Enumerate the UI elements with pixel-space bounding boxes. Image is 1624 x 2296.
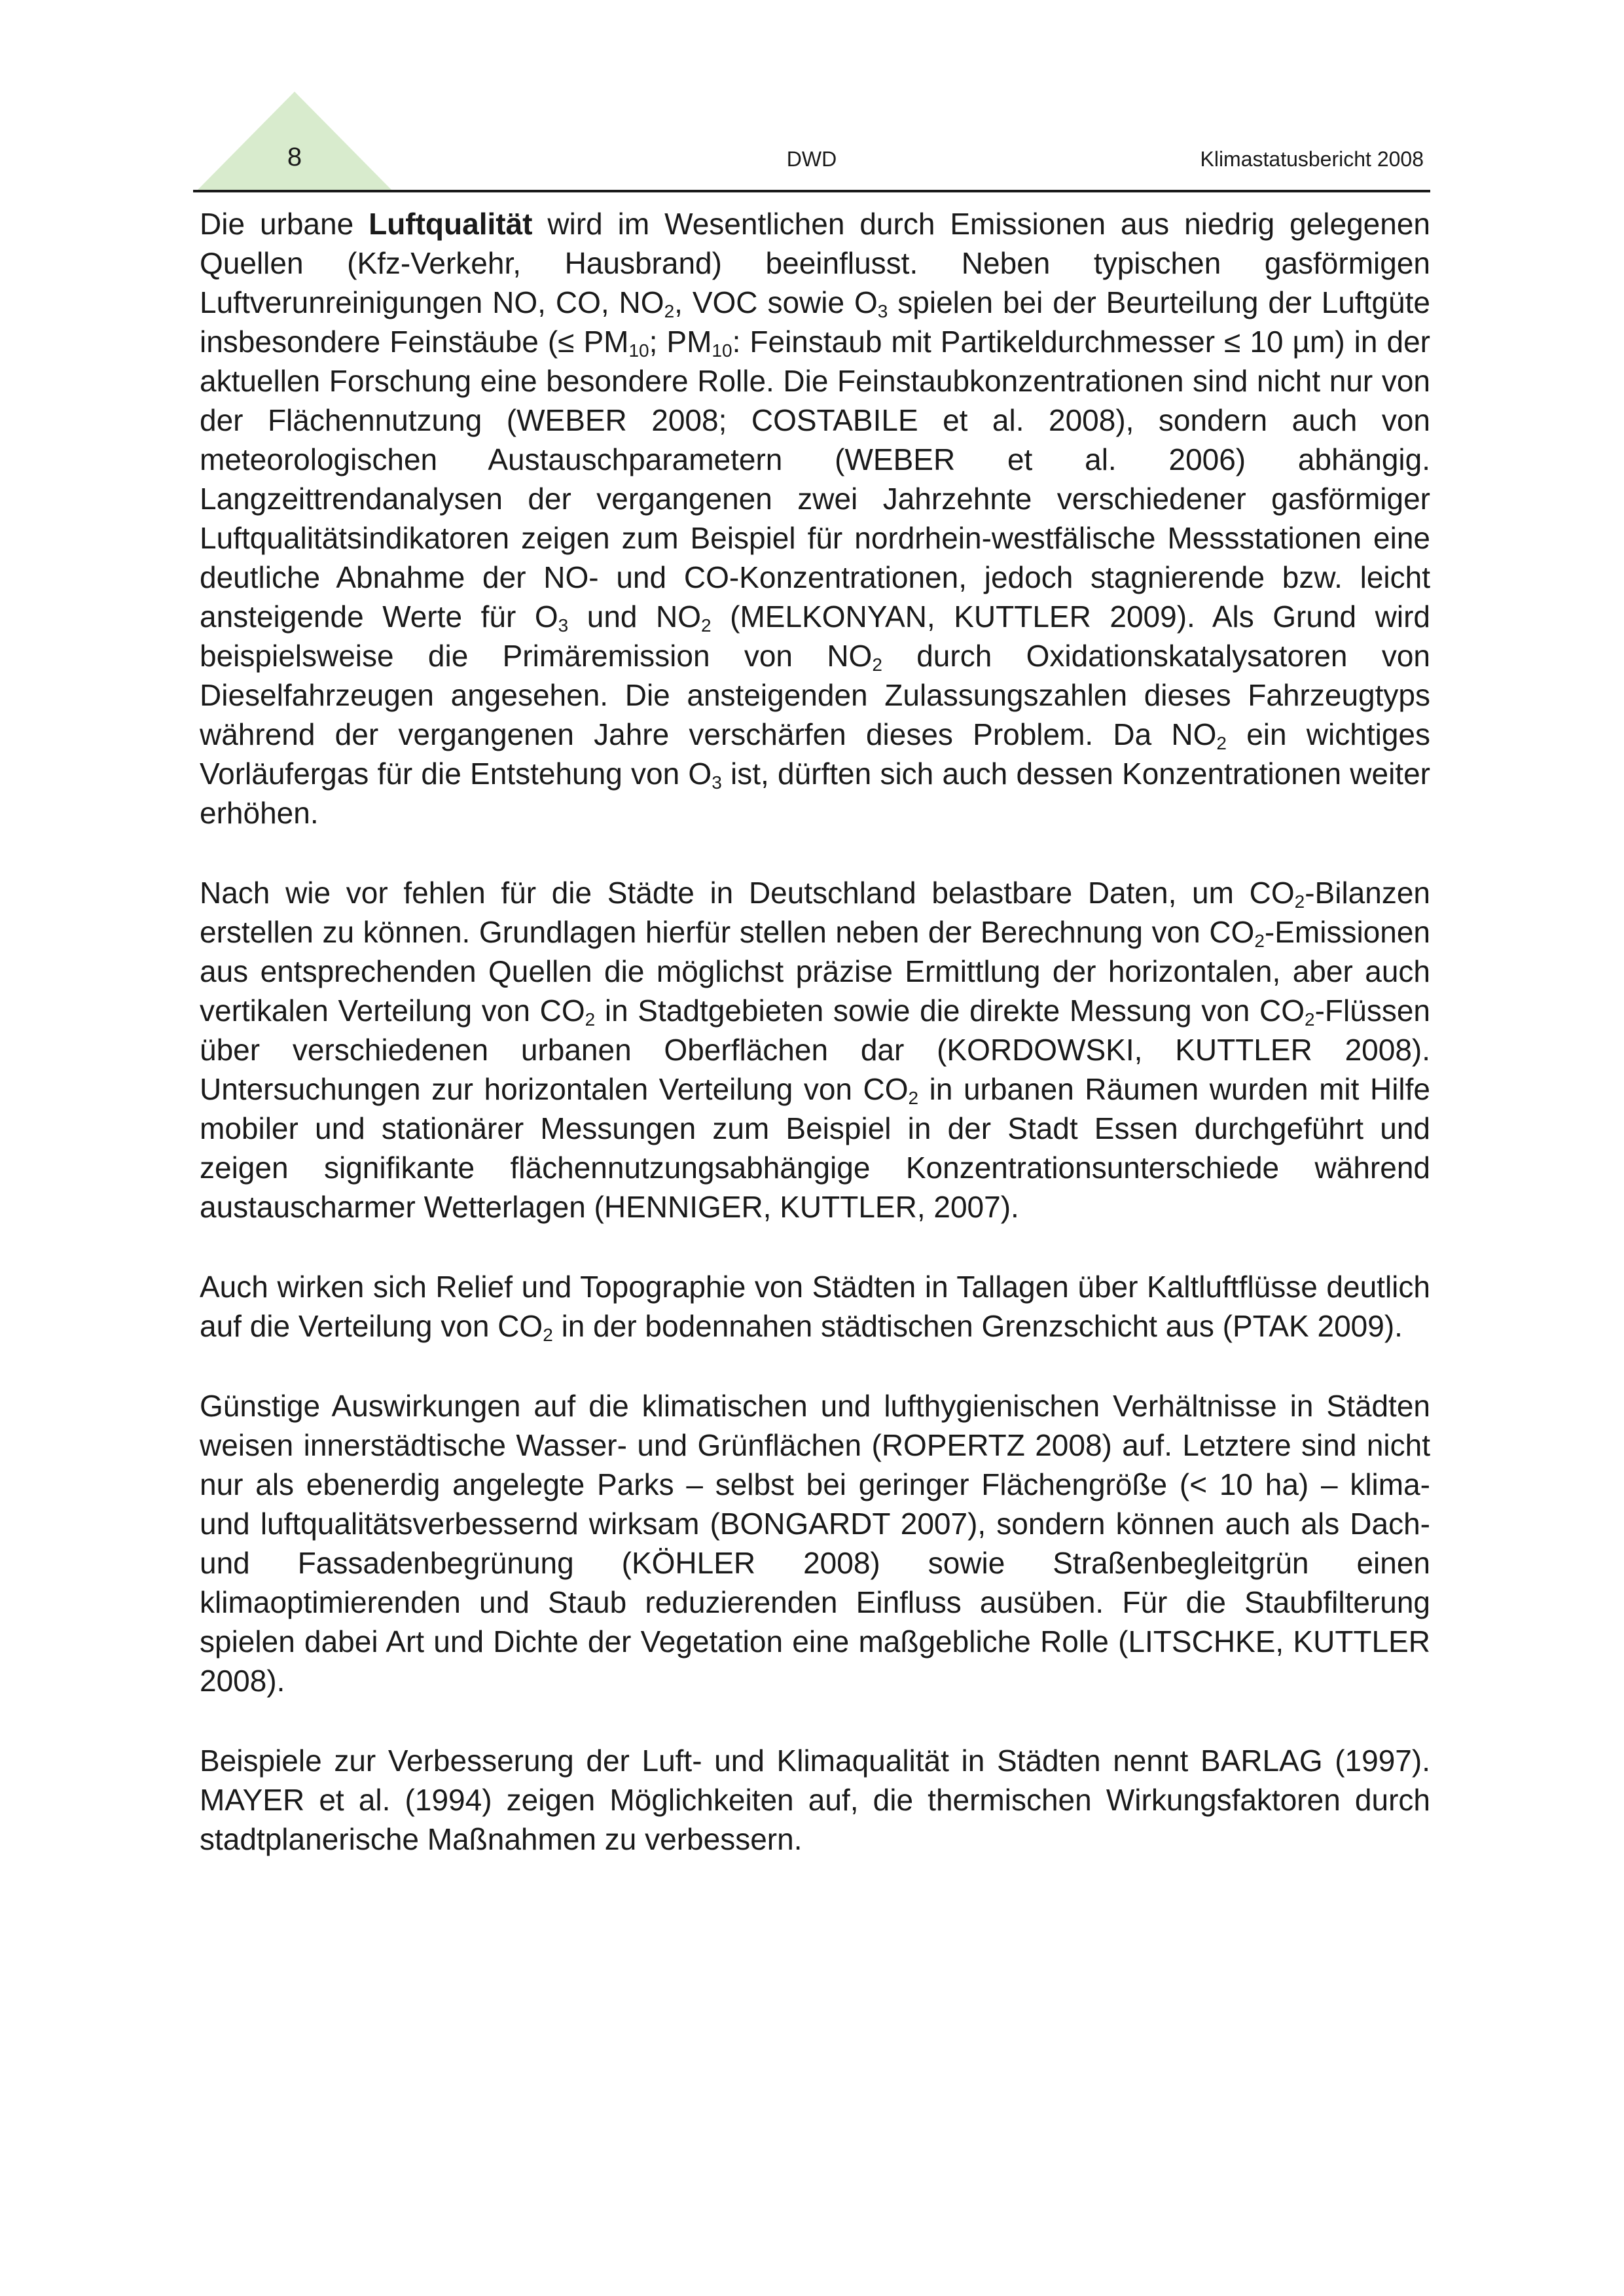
subscript: 2 [543, 1325, 553, 1345]
paragraph [200, 873, 1430, 1227]
text-run: : Feinstaub mit Partikeldurchmesser ≤ 10 µm) in der aktuellen Forschung eine besondere Rolle. Die Feinstaubkonzentrationen sind nicht nur von der Flächennutzung (WEBER 2008; COSTABILE et al. 2008), sondern auch von meteorologischen Austauschparametern (WEBER et al. 2006) abhängig. Langzeittrendanalysen der vergangenen zwei Jahrzehnte verschiedener gasförmiger Luftqualitätsindikatoren zeigen zum Beispiel für nordrhein-westfälische Messstationen eine deutliche Abnahme der NO- und CO-Konzentrationen, jedoch stagnierende bzw. leicht ansteigende Werte für O [200, 325, 1430, 634]
text-run: Günstige Auswirkungen auf die klimatischen und lufthygienischen Verhältnisse in Städten weisen innerstädtische Wasser- und Grünflächen (ROPERTZ 2008) auf. Letztere sind nicht nur als ebenerdig angelegte Parks – selbst bei geringer Flächengröße (< 10 ha) – klima- und luftqualitätsverbessernd wirksam (BONGARDT 2007), sondern können auch als Dach- und Fassadenbegrünung (KÖHLER 2008) sowie Straßenbegleitgrün einen klimaoptimierenden und Staub reduzierenden Einfluss ausüben. Für die Staubfilterung spielen dabei Art und Dichte der Vegetation eine maßgebliche Rolle (LITSCHKE, KUTTLER 2008). [200, 1389, 1430, 1698]
text-run: ist, dürften sich auch dessen Konzentrationen weiter erhöhen. [200, 757, 1430, 830]
subscript: 2 [1294, 891, 1305, 912]
text-run: ein wichtiges Vorläufergas für die Entstehung von O [200, 717, 1430, 791]
subscript: 2 [701, 615, 712, 636]
subscript: 2 [1305, 1009, 1315, 1030]
subscript: 2 [872, 655, 882, 675]
text-run: -Bilanzen erstellen zu können. Grundlagen hierfür stellen neben der Berechnung von CO [200, 876, 1430, 949]
text-run: -Flüssen über verschiedenen urbanen Oberflächen dar (KORDOWSKI, KUTTLER 2008). Untersuchungen zur horizontalen Verteilung von CO [200, 994, 1430, 1106]
text-run: in urbanen Räumen wurden mit Hilfe mobiler und stationärer Messungen zum Beispiel in der Stadt Essen durchgeführt und zeigen signifikante flächennutzungsabhängige Konzentrationsunterschiede während austauscharmer Wetterlagen (HENNIGER, KUTTLER, 2007). [200, 1072, 1430, 1224]
subscript: 2 [1254, 931, 1265, 951]
subscript: 2 [908, 1088, 919, 1108]
text-run: spielen bei der Beurteilung der Luftgüte insbesondere Feinstäube (≤ PM [200, 285, 1430, 359]
text-run: ; PM [649, 325, 712, 359]
subscript: 2 [664, 301, 675, 321]
bold-term: Luftqualität [369, 207, 533, 241]
text-run: Nach wie vor fehlen für die Städte in Deutschland belastbare Daten, um CO [200, 876, 1295, 910]
header-rule [193, 190, 1430, 192]
text-run: in der bodennahen städtischen Grenzschicht aus (PTAK 2009). [552, 1309, 1403, 1343]
text-run: (MELKONYAN, KUTTLER 2009). Als Grund wird beispielsweise die Primäremission von NO [200, 600, 1430, 673]
page-header [0, 0, 1624, 196]
text-run: durch Oxidationskatalysatoren von Dieselfahrzeugen angesehen. Die ansteigenden Zulassungszahlen dieses Fahrzeugtyps während der vergangenen Jahre verschärfen dieses Problem. Da NO [200, 639, 1430, 751]
page-number: 8 [287, 143, 302, 171]
body-text [200, 204, 1430, 1899]
text-run: wird im Wesentlichen durch Emissionen aus niedrig gelegenen Quellen (Kfz-Verkehr, Hausbrand) beeinflusst. Neben typischen gasförmigen Luftverunreinigungen NO, CO, NO [200, 207, 1430, 319]
text-run: -Emissionen aus entsprechenden Quellen die möglichst präzise Ermittlung der horizontalen, aber auch vertikalen Verteilung von CO [200, 915, 1430, 1028]
paragraph [200, 1741, 1430, 1859]
subscript: 10 [712, 340, 732, 361]
header-report-title: Klimastatusbericht 2008 [1200, 147, 1424, 171]
text-run: Beispiele zur Verbesserung der Luft- und Klimaqualität in Städten nennt BARLAG (1997). MAYER et al. (1994) zeigen Möglichkeiten auf, die thermischen Wirkungsfaktoren durch stadtplanerische Maßnahmen zu verbessern. [200, 1744, 1430, 1856]
text-run: , VOC sowie O [674, 285, 878, 319]
page-number-triangle [0, 0, 458, 196]
subscript: 3 [712, 772, 722, 793]
text-run: Auch wirken sich Relief und Topographie von Städten in Tallagen über Kaltluftflüsse deutlich auf die Verteilung von CO [200, 1270, 1430, 1343]
paragraph [200, 1386, 1430, 1700]
text-run: Die urbane [200, 207, 369, 241]
text-run: und NO [568, 600, 702, 634]
subscript: 10 [628, 340, 649, 361]
text-run: in Stadtgebieten sowie die direkte Messung von CO [595, 994, 1305, 1028]
subscript: 3 [877, 301, 888, 321]
subscript: 2 [1216, 733, 1227, 753]
paragraph [200, 204, 1430, 833]
subscript: 3 [558, 615, 569, 636]
header-publisher: DWD [786, 147, 837, 171]
subscript: 2 [585, 1009, 596, 1030]
paragraph [200, 1267, 1430, 1346]
